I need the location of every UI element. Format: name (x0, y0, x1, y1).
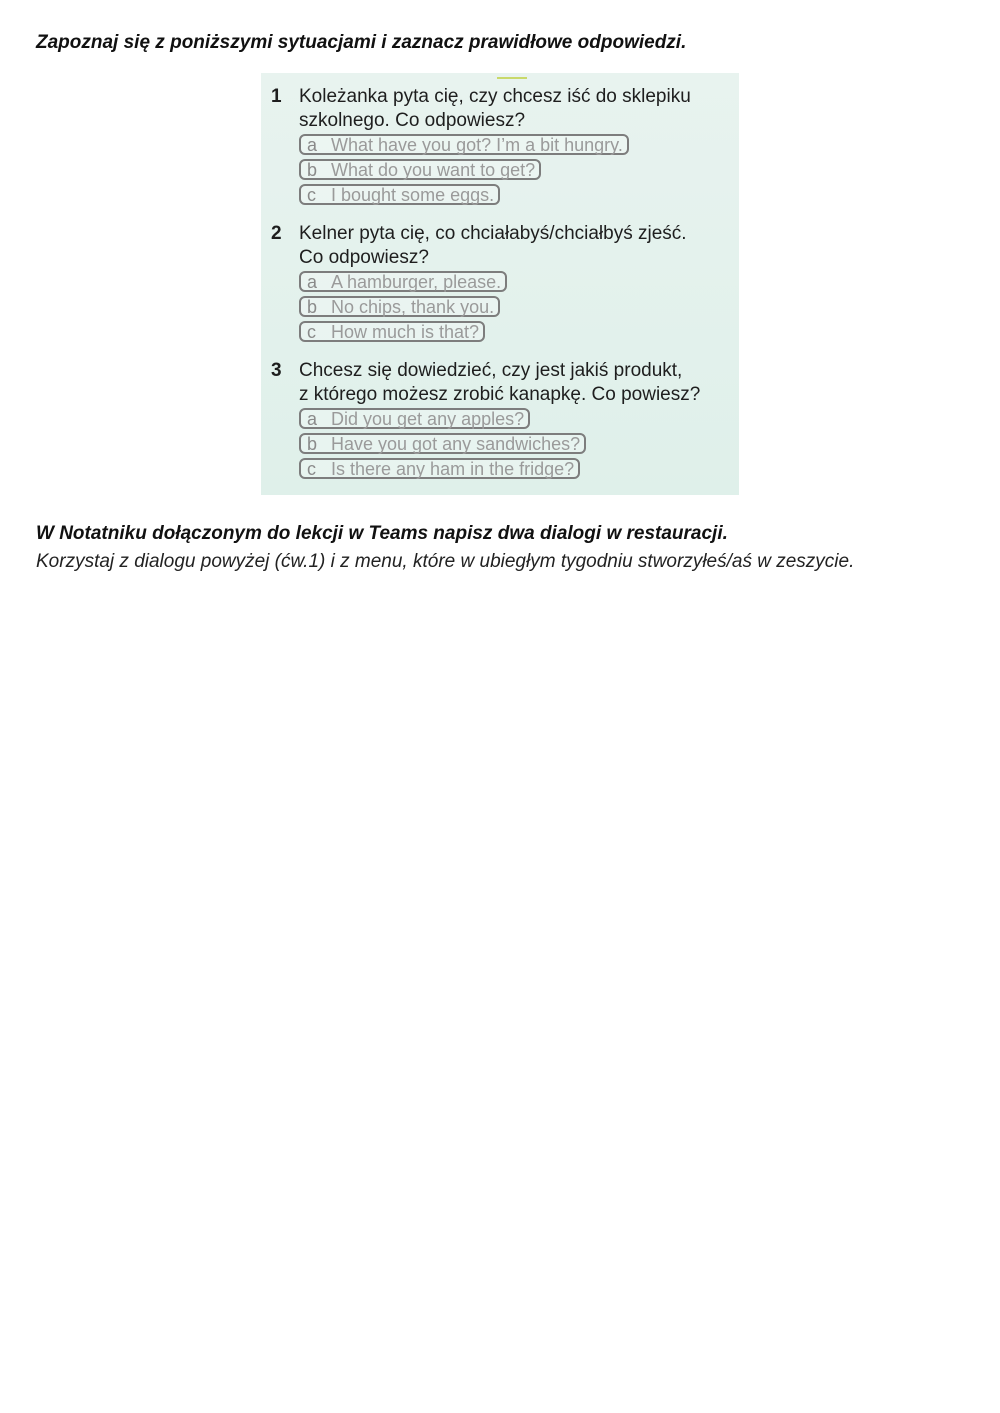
task-description: Korzystaj z dialogu powyżej (ćw.1) i z menu, które w ubiegłym tygodniu stworzyłeś/aś w zeszycie. (36, 551, 855, 572)
option-letter: b (307, 296, 318, 317)
question-text-line1: Koleżanka pyta cię, czy chcesz iść do sklepiku (299, 86, 691, 107)
question-text-line1: Chcesz się dowiedzieć, czy jest jakiś produkt, (299, 360, 683, 381)
question-text-line2: Co odpowiesz? (299, 247, 429, 268)
option-letter: c (307, 458, 316, 479)
option-text: No chips, thank you. (331, 296, 495, 317)
option-letter: a (307, 134, 318, 155)
question-3 (271, 359, 731, 482)
question-number: 2 (271, 223, 282, 244)
option-letter: b (307, 159, 318, 180)
question-number: 3 (271, 360, 282, 381)
exercise-image (261, 73, 739, 495)
answer-option-2b[interactable] (299, 296, 500, 317)
option-text: What have you got? I’m a bit hungry. (331, 134, 623, 155)
question-text-line1: Kelner pyta cię, co chciałabyś/chciałbyś zjeść. (299, 223, 687, 244)
decorative-tab (497, 73, 527, 79)
option-text: I bought some eggs. (331, 184, 495, 205)
question-text-line2: z którego możesz zrobić kanapkę. Co powiesz? (299, 384, 701, 405)
question-2 (271, 222, 731, 345)
question-1 (271, 85, 731, 208)
answer-option-1b[interactable] (299, 159, 541, 180)
answer-option-2a[interactable] (299, 271, 507, 292)
task-title: W Notatniku dołączonym do lekcji w Teams napisz dwa dialogi w restauracji. (36, 523, 728, 544)
option-letter: c (307, 321, 316, 342)
instruction-heading: Zapoznaj się z poniższymi sytuacjami i zaznacz prawidłowe odpowiedzi. (36, 32, 687, 53)
answer-option-1a[interactable] (299, 134, 629, 155)
answer-option-3b[interactable] (299, 433, 586, 454)
question-number: 1 (271, 86, 282, 107)
option-text: A hamburger, please. (331, 271, 502, 292)
answer-option-3c[interactable] (299, 458, 580, 479)
option-text: Did you get any apples? (331, 408, 525, 429)
answer-option-3a[interactable] (299, 408, 530, 429)
option-letter: c (307, 184, 316, 205)
option-text: Is there any ham in the fridge? (331, 458, 575, 479)
option-text: What do you want to get? (331, 159, 536, 180)
option-letter: b (307, 433, 318, 454)
option-letter: a (307, 271, 318, 292)
option-text: Have you got any sandwiches? (331, 433, 581, 454)
option-text: How much is that? (331, 321, 480, 342)
question-text-line2: szkolnego. Co odpowiesz? (299, 110, 526, 131)
answer-option-2c[interactable] (299, 321, 485, 342)
answer-option-1c[interactable] (299, 184, 500, 205)
option-letter: a (307, 408, 318, 429)
